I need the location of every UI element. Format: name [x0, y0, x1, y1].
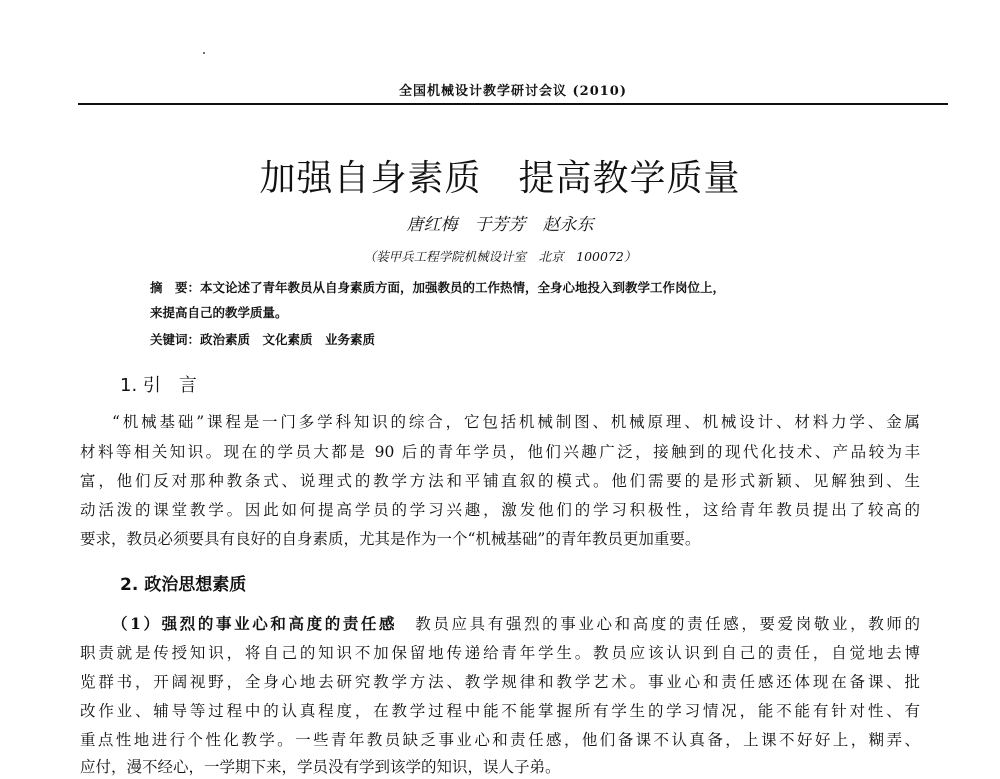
- paper-title: 加强自身素质 提高教学质量: [259, 158, 741, 199]
- header-rule: [78, 103, 948, 105]
- affiliation: （装甲兵工程学院机械设计室 北京 100072）: [363, 249, 637, 264]
- section-1-line-2: 材料等相关知识。现在的学员大都是 90 后的青年学员，他们兴趣广泛，接触到的现代化技术、产品较为丰: [80, 443, 920, 461]
- authors: 唐红梅 于芳芳 赵永东: [406, 215, 594, 235]
- abstract-line-2: 来提高自己的教学质量。: [150, 305, 288, 320]
- scan-speck: [203, 52, 205, 54]
- section-2-line-3: 览群书，开阔视野，全身心地去研究教学方法、教学规律和教学艺术。事业心和责任感还体现在备课、批: [80, 673, 920, 691]
- section-1-line-3: 富，他们反对那种教条式、说理式的教学方法和平铺直叙的模式。他们需要的是形式新颖、见解独到、生: [80, 472, 920, 490]
- running-head: 全国机械设计教学研讨会议 (2010): [398, 84, 627, 99]
- section-1-line-5: 要求，教员必须要具有良好的自身素质，尤其是作为一个“机械基础”的青年教员更加重要。: [80, 530, 701, 548]
- abstract-label: 摘 要：: [150, 280, 201, 295]
- section-2-line-5: 重点性地进行个性化教学。一些青年教员缺乏事业心和责任感，他们备课不认真备，上课不好好上，糊弄、: [80, 731, 920, 749]
- keywords: [150, 330, 880, 348]
- section-2-heading: 2. 政治思想素质: [120, 575, 247, 595]
- section-1-heading: 1. 引 言: [120, 375, 197, 396]
- section-2-line-1-text: 教员应具有强烈的事业心和高度的责任感，要爱岗敬业，教师的: [397, 615, 920, 633]
- section-2-line-6: 应付，漫不经心，一学期下来，学员没有学到该学的知识，误人子弟。: [80, 758, 561, 776]
- section-2-line-1: [112, 612, 920, 636]
- section-2-lead: （1）强烈的事业心和高度的责任感: [112, 614, 398, 633]
- abstract-text-1: 本文论述了青年教员从自身素质方面，加强教员的工作热情，全身心地投入到教学工作岗位上，: [200, 280, 726, 295]
- section-1-line-1: “机械基础”课程是一门多学科知识的综合，它包括机械制图、机械原理、机械设计、材料力学、金属: [112, 413, 920, 431]
- section-2-line-4: 改作业、辅导等过程中的认真程度，在教学过程中能不能掌握所有学生的学习情况，能不能有针对性、有: [80, 702, 920, 720]
- abstract-line-1: [150, 275, 880, 300]
- keywords-label: 关键词：: [150, 332, 201, 347]
- section-2-line-2: 职责就是传授知识，将自己的知识不加保留地传递给青年学生。教员应该认识到自己的责任，自觉地去博: [80, 644, 920, 662]
- section-1-line-4: 动活泼的课堂教学。因此如何提高学员的学习兴趣，激发他们的学习积极性，这给青年教员提出了较高的: [80, 501, 920, 519]
- keywords-text: 政治素质 文化素质 业务素质: [200, 332, 376, 347]
- abstract: [150, 275, 880, 325]
